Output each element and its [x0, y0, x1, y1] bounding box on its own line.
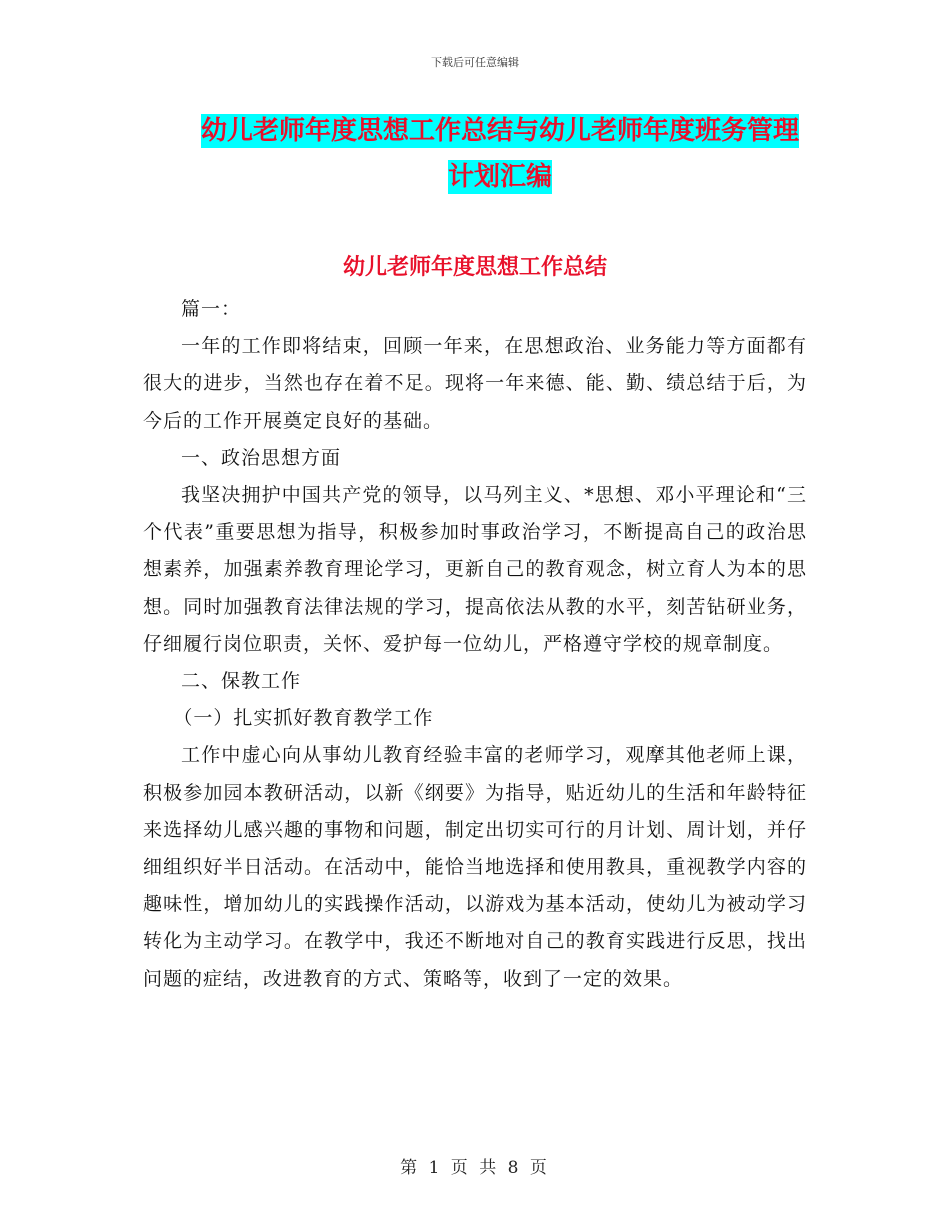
paragraph-intro: 一年的工作即将结束，回顾一年来，在思想政治、业务能力等方面都有很大的进步，当然也存在着不足。现将一年来德、能、勤、绩总结于后，为今后的工作开展奠定良好的基础。: [143, 335, 807, 432]
heading-politics: 一、政治思想方面: [181, 446, 342, 469]
page-number: 第 1 页 共 8 页: [400, 1158, 550, 1178]
title-line-1: 幼儿老师年度思想工作总结与幼儿老师年度班务管理: [200, 116, 799, 146]
subheading-teaching-work: （一）扎实抓好教育教学工作: [173, 707, 434, 730]
document-body: [143, 291, 807, 998]
paragraph-label: 篇一：: [181, 298, 242, 320]
section-title: 幼儿老师年度思想工作总结: [342, 255, 607, 280]
title-line-2: 计划汇编: [447, 162, 552, 192]
header-note: 下载后可任意编辑: [431, 56, 519, 69]
document-title: [140, 108, 860, 200]
paragraph-teaching: 工作中虚心向从事幼儿教育经验丰富的老师学习，观摩其他老师上课，积极参加园本教研活动，以新《纲要》为指导，贴近幼儿的生活和年龄特征来选择幼儿感兴趣的事物和问题，制定出切实可行的月计划、周计划，并仔细组织好半日活动。在活动中，能恰当地选择和使用教具，重视教学内容的趣味性，增加幼儿的实践操作活动，以游戏为基本活动，使幼儿为被动学习转化为主动学习。在教学中，我还不断地对自己的教育实践进行反思，找出问题的症结，改进教育的方式、策略等，收到了一定的效果。: [143, 744, 807, 990]
paragraph-politics: 我坚决拥护中国共产党的领导，以马列主义、*思想、邓小平理论和“三个代表”重要思想为指导，积极参加时事政治学习，不断提高自己的政治思想素养，加强素养教育理论学习，更新自己的教育观念，树立育人为本的思想。同时加强教育法律法规的学习，提高依法从教的水平，刻苦钻研业务，仔细履行岗位职责，关怀、爱护每一位幼儿，严格遵守学校的规章制度。: [143, 484, 807, 655]
heading-teaching: 二、保教工作: [181, 670, 302, 693]
